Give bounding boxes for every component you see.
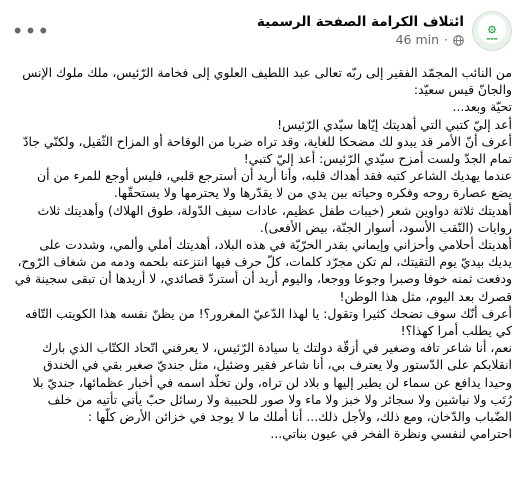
- page-logo-ribbon: ▬▬▬: [486, 36, 498, 41]
- post-paragraph: نعم، أنا شاعر تافه وصغير في أزقّة دولتك يا سيادة الرّئيس، لا يعرفني اتّحاد الكتّاب الذي بارك انقلابكم على الدّستور ولا يعترف بي، أنا شاعر فقير وضئيل، مثل جنديّ صغير بقي في الخندق وحيدا يدافع عن سماء لن يطير إليها و بلاد لن تراه، ولن تخلّد اسمه في أخبار عظمائها، جنديّ بلا رُتَب ولا نياشين ولا سجائر ولا خبز ولا ماء ولا صور للحبيبة ولا رسائل حبّ يأتي تأتيه من خلف الضّباب والدّخان، ومع ذلك، ولأجل ذلك... أنا أملك ما لا يوجد في خزائن الأرض كلّها :: [32, 340, 512, 425]
- post-paragraph: أهديتك ثلاثة دواوين شعر (خيبات طفل عظيم، عادات سيف الدّولة، طوق الهلاك) وأهديتك ثلاث روايات (النّقب الأسود، أسوار الجنّة، بيض الأفعى).: [37, 202, 512, 235]
- post-header: [11, 0, 512, 62]
- more-options-button[interactable]: [11, 14, 51, 48]
- post-body: [14, 62, 512, 442]
- post-paragraph: أعرف أنّك سوف تضحك كثيرا وتقول: يا لهذا الدّعيّ المغرور؟! من يظنّ نفسه هذا الكويتب التّافه كي يطلب أمرا كهذا؟!: [24, 305, 512, 339]
- post-paragraph: أهديتك أحلامي وأحزاني وإيماني بقدر الحرّيّة في هذه البلاد، أهديتك أملي وألمي، وشددت على يديك بيديّ يوم التقيتك، لم تكن مجرّد كلمات، كلّ حرف فيها انتزعته بلحمه ودمه من شغاف الرّوح، ودفعت ثمنه خوفا وصبرا وجوعا ووجعا، واليوم أريد أن أستردّ قصائدي، لا أريدها أن تبقى سجينة في قصرك بعد اليوم، مثل هذا الوطن!: [14, 237, 512, 304]
- post-paragraph: أعرف أنّ الأمر قد يبدو لك مضحكا للغاية، وقد تراه ضربا من الوقاحة أو المزاح الثّقيل، ولكنّي جادّ تمام الجدّ ولست أمزح سيّدي الرّئيس: أعد إليّ كتبي!: [23, 133, 512, 167]
- post-meta: [257, 13, 464, 49]
- page-name-link[interactable]: ائتلاف الكرامة الصفحة الرسمية: [256, 14, 464, 30]
- author-block: [257, 11, 512, 51]
- page-logo-icon: ۞: [487, 20, 497, 36]
- page-avatar[interactable]: [472, 11, 512, 51]
- post-paragraph: أعد إليّ كتبي التي أهديتك إيّاها سيّدي الرّئيس!: [277, 116, 512, 132]
- post-timestamp[interactable]: 46 min: [395, 32, 440, 47]
- post-paragraph: من النائب المجمّد الفقير إلى ربّه تعالى عبد اللطيف العلوي إلى فخامة الرّئيس، ملك ملوك الإنس والجانّ قيس سعيّد:: [22, 65, 512, 98]
- more-options-icon: •••: [11, 19, 51, 43]
- post-paragraph: عندما يهديك الشاعر كتبه فقد أهداك قلبه، وأنا أريد أن أسترجع قلبي، فليس أوجع للمرء من أن يضع عصارة روحه وفكره وحياته بين يدي من لا يقدّرها ولا يحترمها ولا يستحقّها.: [36, 168, 512, 201]
- post-paragraph: احترامي لنفسي ونظرة الفخر في عيون بناتي...: [270, 426, 512, 442]
- meta-separator: ·: [444, 32, 448, 47]
- globe-icon[interactable]: [453, 35, 464, 46]
- post-paragraph: تحيّة وبعد...: [452, 99, 512, 115]
- post-subline: [257, 31, 464, 49]
